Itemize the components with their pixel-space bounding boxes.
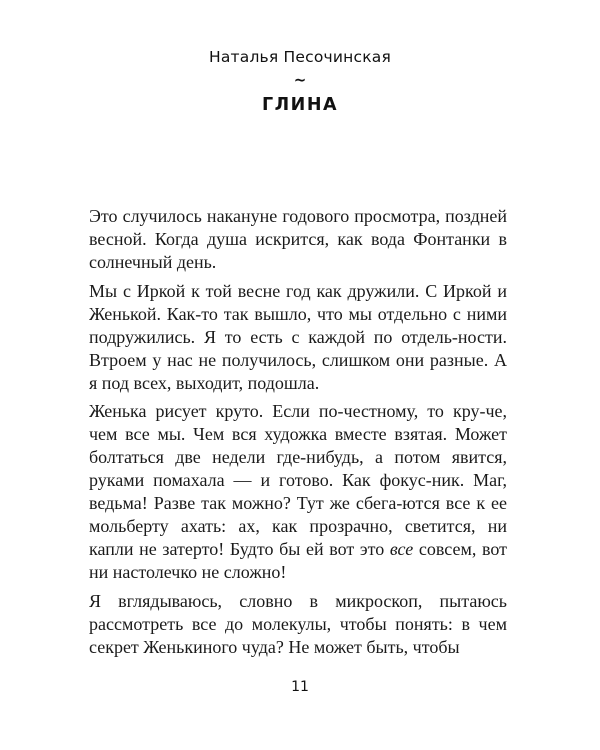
paragraph-text: совсем, вот ни настолечко не сложно! — [89, 539, 507, 582]
title-ornament: ~ — [293, 71, 307, 89]
paragraph — [89, 400, 507, 584]
body-text — [89, 205, 507, 664]
chapter-title: ГЛИНА — [261, 95, 339, 115]
paragraph: Это случилось накануне годового просмотра, поздней весной. Когда душа искрится, как вода Фонтанки в солнечный день. — [89, 206, 507, 272]
page-number: 11 — [291, 679, 309, 695]
author-name: Наталья Песочинская — [208, 48, 392, 66]
italic-word: все — [389, 539, 414, 559]
paragraph: Я вглядываюсь, словно в микроскоп, пытаюсь рассмотреть все до молекулы, чтобы понять: в чем секрет Женькиного чуда? Не может быть, чтобы — [89, 590, 507, 657]
paragraph: Мы с Иркой к той весне год как дружили. С Иркой и Женькой. Как-то так вышло, что мы отдельно с ними подружились. Я то есть с каждой по отдель-ности. Втроем у нас не получилось, слишком они разные. А я под всех, выходит, подошла. — [89, 280, 507, 393]
paragraph-text: Женька рисует круто. Если по-честному, то кру-че, чем все мы. Чем вся художка вместе взятая. Может болтаться две недели где-нибудь, а потом явится, руками помахала — и готово. Как фокус-ник. Маг, ведьма! Разве так можно? Тут же сбега-ются все к ее мольберту ахать: ах, как прозрачно, светится, ни капли не затерто! Будто бы ей вот это — [89, 401, 507, 559]
